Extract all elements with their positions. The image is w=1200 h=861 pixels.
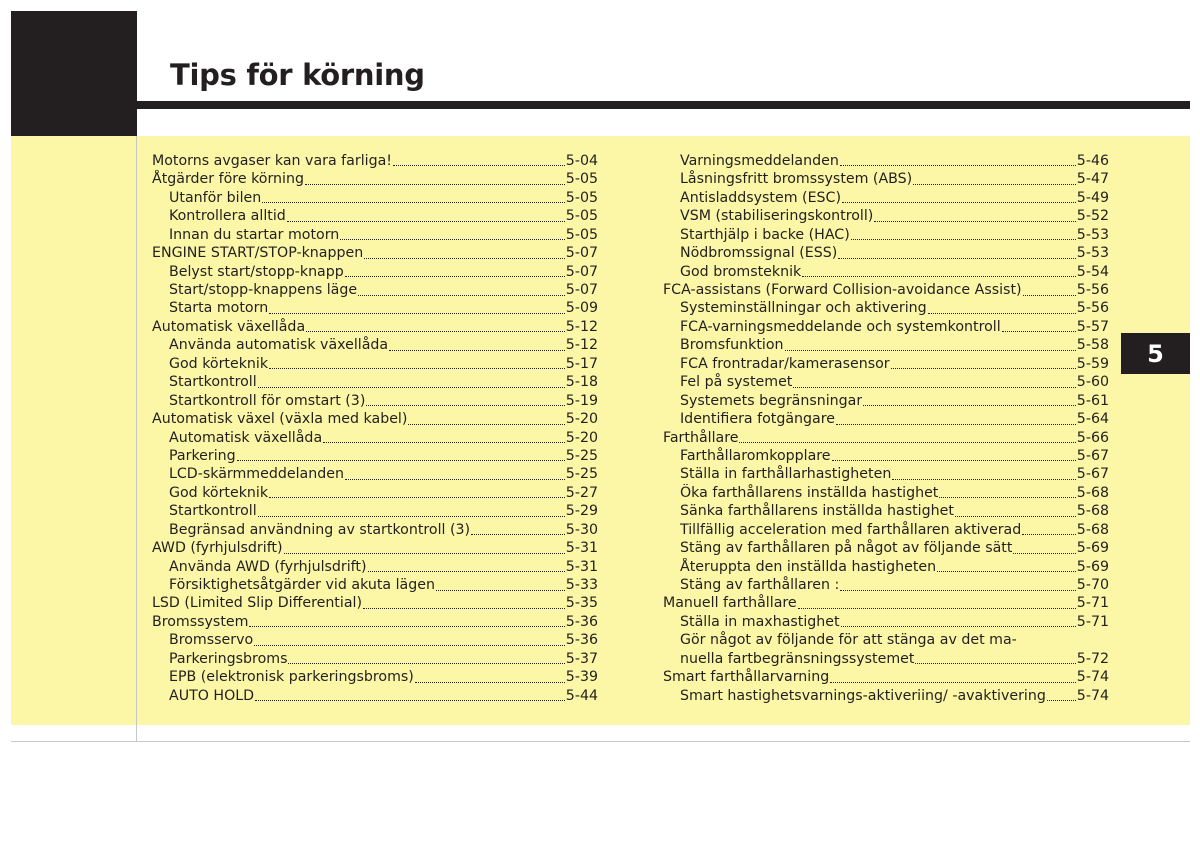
toc-entry-label: Smart hastighetsvarnings-aktiveriing/ -avaktivering — [680, 687, 1046, 704]
dot-leader — [1047, 700, 1076, 701]
toc-entry-label: Systeminställningar och aktivering — [680, 300, 927, 317]
toc-entry-label: Automatisk växellåda — [169, 429, 323, 446]
toc-entry-page: 5-54 — [1076, 263, 1109, 280]
toc-entry-page: 5-20 — [565, 411, 598, 428]
toc-left-column — [152, 152, 598, 705]
toc-entry-page: 5-61 — [1076, 392, 1109, 409]
toc-entry-label: Tillfällig acceleration med farthållaren aktiverad — [680, 521, 1022, 538]
toc-entry-page: 5-18 — [565, 374, 598, 391]
dot-leader — [340, 239, 565, 240]
toc-entry-label: FCA-varningsmeddelande och systemkontroll — [680, 318, 1001, 335]
toc-entry-page: 5-31 — [565, 558, 598, 575]
dot-leader — [739, 442, 1075, 443]
toc-entry[interactable] — [152, 484, 598, 502]
toc-entry-label: Nödbromssignal (ESS) — [680, 245, 838, 262]
toc-entry-page: 5-67 — [1076, 447, 1109, 464]
toc-entry-page: 5-66 — [1076, 429, 1109, 446]
toc-entry-page: 5-64 — [1076, 411, 1109, 428]
toc-entry-page: 5-27 — [565, 484, 598, 501]
toc-entry-page: 5-25 — [565, 447, 598, 464]
toc-entry-label: Automatisk växellåda — [152, 318, 306, 335]
toc-entry-page: 5-19 — [565, 392, 598, 409]
toc-entry-page: 5-70 — [1076, 577, 1109, 594]
toc-entry[interactable] — [152, 207, 598, 225]
toc-entry-page: 5-68 — [1076, 484, 1109, 501]
toc-entry-label: AWD (fyrhjulsdrift) — [152, 540, 283, 557]
toc-entry[interactable] — [152, 576, 598, 594]
toc-entry-page: 5-69 — [1076, 540, 1109, 557]
toc-entry[interactable] — [152, 465, 598, 483]
dot-leader — [323, 442, 565, 443]
dot-leader — [471, 534, 565, 535]
toc-entry-page: 5-68 — [1076, 503, 1109, 520]
toc-entry-page: 5-05 — [565, 171, 598, 188]
toc-entry[interactable] — [152, 650, 598, 668]
dot-leader — [269, 497, 565, 498]
toc-entry[interactable] — [663, 668, 1109, 686]
toc-entry[interactable] — [663, 226, 1109, 244]
toc-entry-label: God körteknik — [169, 355, 269, 372]
dot-leader — [363, 608, 565, 609]
toc-entry-page: 5-07 — [565, 245, 598, 262]
toc-entry[interactable] — [152, 595, 598, 613]
toc-entry-page: 5-56 — [1076, 282, 1109, 299]
dot-leader — [389, 350, 565, 351]
toc-entry[interactable] — [663, 613, 1109, 631]
toc-entry-page: 5-52 — [1076, 208, 1109, 225]
toc-entry[interactable] — [663, 244, 1109, 262]
toc-entry[interactable] — [152, 502, 598, 520]
toc-entry[interactable] — [152, 152, 598, 170]
toc-entry[interactable] — [663, 576, 1109, 594]
toc-entry-label: EPB (elektronisk parkeringsbroms) — [169, 669, 414, 686]
toc-entry-label: Farthållare — [663, 429, 739, 446]
toc-entry-page: 5-57 — [1076, 318, 1109, 335]
toc-entry-label: Ställa in farthållarhastigheten — [680, 466, 892, 483]
toc-entry-label: Manuell farthållare — [663, 595, 797, 612]
dot-leader — [1023, 295, 1076, 296]
toc-entry[interactable] — [152, 300, 598, 318]
dot-leader — [892, 479, 1075, 480]
toc-entry-label: Använda automatisk växellåda — [169, 337, 389, 354]
dot-leader — [258, 516, 565, 517]
toc-entry[interactable] — [152, 244, 598, 262]
toc-entry-label: Smart farthållarvarning — [663, 669, 830, 686]
toc-entry[interactable] — [663, 263, 1109, 281]
toc-entry-label: Parkering — [169, 447, 236, 464]
toc-entry-page: 5-20 — [565, 429, 598, 446]
dot-leader — [832, 460, 1076, 461]
toc-entry-label: ENGINE START/STOP-knappen — [152, 245, 364, 262]
toc-entry-page: 5-12 — [565, 337, 598, 354]
toc-entry[interactable] — [663, 392, 1109, 410]
toc-entry[interactable] — [152, 281, 598, 299]
dot-leader — [358, 295, 565, 296]
toc-entry-label: Sänka farthållarens inställda hastighet — [680, 503, 954, 520]
dot-leader — [436, 590, 565, 591]
dot-leader — [874, 221, 1075, 222]
toc-entry-page: 5-60 — [1076, 374, 1109, 391]
toc-entry-label: Ställa in maxhastighet — [680, 613, 840, 630]
toc-entry-page: 5-39 — [565, 669, 598, 686]
toc-entry-label: Starta motorn — [169, 300, 269, 317]
corner-block — [11, 11, 137, 136]
toc-entry[interactable] — [663, 170, 1109, 188]
dot-leader — [364, 258, 565, 259]
toc-entry-page: 5-12 — [565, 318, 598, 335]
dot-leader — [366, 405, 564, 406]
toc-entry-page: 5-07 — [565, 263, 598, 280]
dot-leader — [838, 258, 1076, 259]
dot-leader — [836, 424, 1076, 425]
bottom-divider — [11, 741, 1190, 742]
toc-entry-page: 5-05 — [565, 226, 598, 243]
dot-leader — [1022, 534, 1076, 535]
toc-entry-label: Startkontroll — [169, 503, 257, 520]
dot-leader — [305, 184, 565, 185]
toc-entry-label: nuella fartbegränsningssystemet — [680, 650, 915, 667]
toc-entry-label: Bromssystem — [152, 613, 249, 630]
dot-leader — [345, 479, 565, 480]
toc-entry-label: Startkontroll — [169, 374, 257, 391]
toc-entry[interactable] — [663, 336, 1109, 354]
toc-entry[interactable] — [152, 318, 598, 336]
toc-entry-page: 5-31 — [565, 540, 598, 557]
toc-entry-label: Parkeringsbroms — [169, 650, 288, 667]
toc-entry-label: Återuppta den inställda hastigheten — [680, 558, 937, 575]
toc-entry-label: AUTO HOLD — [169, 687, 255, 704]
toc-entry[interactable] — [663, 447, 1109, 465]
toc-entry[interactable] — [663, 631, 1109, 649]
toc-entry[interactable] — [152, 226, 598, 244]
toc-entry-label: Begränsad användning av startkontroll (3) — [169, 521, 471, 538]
toc-entry[interactable] — [663, 484, 1109, 502]
toc-entry-page: 5-72 — [1076, 650, 1109, 667]
dot-leader — [793, 387, 1075, 388]
dot-leader — [802, 276, 1076, 277]
toc-entry[interactable] — [663, 502, 1109, 520]
dot-leader — [415, 682, 565, 683]
dot-leader — [254, 645, 565, 646]
toc-entry-label: VSM (stabiliseringskontroll) — [680, 208, 874, 225]
dot-leader — [842, 202, 1076, 203]
toc-entry-page: 5-44 — [565, 687, 598, 704]
dot-leader — [1013, 553, 1075, 554]
toc-entry-page: 5-36 — [565, 613, 598, 630]
toc-entry[interactable] — [152, 170, 598, 188]
toc-entry-label: Stäng av farthållaren på något av följande sätt — [680, 540, 1013, 557]
toc-entry-label: Öka farthållarens inställda hastighet — [680, 484, 939, 501]
toc-entry-page: 5-59 — [1076, 355, 1109, 372]
dot-leader — [840, 165, 1076, 166]
toc-entry[interactable] — [663, 465, 1109, 483]
toc-entry[interactable] — [152, 668, 598, 686]
toc-entry-page: 5-35 — [565, 595, 598, 612]
toc-entry-page: 5-36 — [565, 632, 598, 649]
title-rule — [137, 101, 1190, 109]
toc-entry-label: LCD-skärmmeddelanden — [169, 466, 344, 483]
dot-leader — [393, 165, 565, 166]
toc-entry[interactable] — [663, 595, 1109, 613]
toc-entry[interactable] — [663, 152, 1109, 170]
toc-entry-label: Farthållaromkopplare — [680, 447, 831, 464]
toc-entry[interactable] — [152, 189, 598, 207]
dot-leader — [891, 368, 1076, 369]
dot-leader — [258, 387, 565, 388]
toc-entry-page: 5-74 — [1076, 669, 1109, 686]
dot-leader — [840, 590, 1076, 591]
dot-leader — [269, 313, 565, 314]
toc-entry-label: FCA frontradar/kamerasensor — [680, 355, 890, 372]
toc-entry-page: 5-37 — [565, 650, 598, 667]
toc-entry-page: 5-09 — [565, 300, 598, 317]
toc-entry-label: God bromsteknik — [680, 263, 802, 280]
toc-entry-label: Varningsmeddelanden — [680, 152, 839, 169]
toc-entry-page: 5-71 — [1076, 613, 1109, 630]
toc-entry-label: Använda AWD (fyrhjulsdrift) — [169, 558, 367, 575]
toc-entry[interactable] — [663, 558, 1109, 576]
toc-entry[interactable] — [663, 650, 1109, 668]
toc-entry-label: Bromsservo — [169, 632, 254, 649]
toc-entry[interactable] — [152, 447, 598, 465]
dot-leader — [288, 663, 564, 664]
toc-entry[interactable] — [663, 521, 1109, 539]
toc-entry-label: Stäng av farthållaren : — [680, 577, 840, 594]
toc-entry-label: Gör något av följande för att stänga av det ma- — [680, 632, 1017, 649]
toc-entry-page: 5-07 — [565, 282, 598, 299]
toc-entry-page: 5-69 — [1076, 558, 1109, 575]
toc-entry[interactable] — [152, 355, 598, 373]
dot-leader — [841, 626, 1076, 627]
toc-entry-label: FCA-assistans (Forward Collision-avoidance Assist) — [663, 282, 1022, 299]
toc-entry-page: 5-29 — [565, 503, 598, 520]
toc-entry-label: Startkontroll för omstart (3) — [169, 392, 366, 409]
toc-entry-page: 5-74 — [1076, 687, 1109, 704]
dot-leader — [237, 460, 565, 461]
toc-entry-page: 5-25 — [565, 466, 598, 483]
margin-divider — [136, 136, 137, 742]
toc-entry-label: Innan du startar motorn — [169, 226, 340, 243]
toc-entry[interactable] — [663, 429, 1109, 447]
dot-leader — [262, 202, 565, 203]
toc-entry[interactable] — [663, 300, 1109, 318]
dot-leader — [830, 682, 1076, 683]
toc-entry-label: Kontrollera alltid — [169, 208, 286, 225]
dot-leader — [306, 331, 565, 332]
toc-entry-label: Motorns avgaser kan vara farliga! — [152, 152, 392, 169]
toc-entry[interactable] — [663, 207, 1109, 225]
toc-entry-page: 5-17 — [565, 355, 598, 372]
toc-entry[interactable] — [663, 373, 1109, 391]
toc-entry-label: Åtgärder före körning — [152, 171, 304, 188]
dot-leader — [408, 424, 564, 425]
toc-entry[interactable] — [663, 189, 1109, 207]
toc-entry-page: 5-67 — [1076, 466, 1109, 483]
toc-entry-page: 5-05 — [565, 189, 598, 206]
toc-entry[interactable] — [152, 613, 598, 631]
toc-entry-label: LSD (Limited Slip Differential) — [152, 595, 362, 612]
dot-leader — [955, 516, 1076, 517]
toc-entry[interactable] — [152, 263, 598, 281]
toc-entry[interactable] — [152, 410, 598, 428]
chapter-tab[interactable]: 5 — [1121, 333, 1190, 374]
toc-entry-page: 5-46 — [1076, 152, 1109, 169]
dot-leader — [785, 350, 1076, 351]
dot-leader — [1002, 331, 1076, 332]
toc-entry-page: 5-58 — [1076, 337, 1109, 354]
toc-entry[interactable] — [152, 558, 598, 576]
toc-entry[interactable] — [663, 539, 1109, 557]
toc-entry-label: Systemets begränsningar — [680, 392, 863, 409]
toc-entry-page: 5-33 — [565, 577, 598, 594]
toc-entry-label: Bromsfunktion — [680, 337, 784, 354]
dot-leader — [928, 313, 1076, 314]
dot-leader — [851, 239, 1076, 240]
toc-entry-page: 5-30 — [565, 521, 598, 538]
toc-entry-page: 5-68 — [1076, 521, 1109, 538]
toc-entry[interactable] — [152, 521, 598, 539]
toc-entry-label: Utanför bilen — [169, 189, 262, 206]
toc-entry-page: 5-47 — [1076, 171, 1109, 188]
dot-leader — [915, 663, 1075, 664]
dot-leader — [863, 405, 1076, 406]
page-title: Tips för körning — [170, 58, 425, 92]
dot-leader — [939, 497, 1075, 498]
toc-entry-page: 5-56 — [1076, 300, 1109, 317]
toc-entry-label: Försiktighetsåtgärder vid akuta lägen — [169, 577, 435, 594]
toc-entry-label: Start/stopp-knappens läge — [169, 282, 358, 299]
toc-entry-page: 5-05 — [565, 208, 598, 225]
toc-entry[interactable] — [663, 355, 1109, 373]
toc-entry[interactable] — [152, 631, 598, 649]
toc-entry[interactable] — [152, 373, 598, 391]
toc-entry-label: Antisladdsystem (ESC) — [680, 189, 841, 206]
dot-leader — [269, 368, 565, 369]
toc-entry[interactable] — [663, 281, 1109, 299]
dot-leader — [913, 184, 1076, 185]
toc-entry[interactable] — [152, 687, 598, 705]
toc-entry[interactable] — [663, 410, 1109, 428]
toc-entry[interactable] — [152, 539, 598, 557]
toc-entry-label: Fel på systemet — [680, 374, 793, 391]
dot-leader — [284, 553, 565, 554]
toc-entry-label: Automatisk växel (växla med kabel) — [152, 411, 408, 428]
toc-entry[interactable] — [152, 336, 598, 354]
toc-entry[interactable] — [152, 429, 598, 447]
toc-entry-label: Identifiera fotgängare — [680, 411, 835, 428]
dot-leader — [255, 700, 565, 701]
toc-entry-label: Belyst start/stopp-knapp — [169, 263, 344, 280]
toc-entry-label: God körteknik — [169, 484, 269, 501]
toc-entry-label: Starthjälp i backe (HAC) — [680, 226, 850, 243]
toc-entry-page: 5-49 — [1076, 189, 1109, 206]
dot-leader — [937, 571, 1076, 572]
toc-entry[interactable] — [663, 318, 1109, 336]
toc-entry[interactable] — [663, 687, 1109, 705]
toc-entry-page: 5-53 — [1076, 226, 1109, 243]
toc-entry[interactable] — [152, 392, 598, 410]
toc-entry-page: 5-04 — [565, 152, 598, 169]
dot-leader — [798, 608, 1076, 609]
dot-leader — [368, 571, 565, 572]
dot-leader — [249, 626, 564, 627]
dot-leader — [345, 276, 565, 277]
toc-right-column — [663, 152, 1109, 705]
toc-entry-page: 5-53 — [1076, 245, 1109, 262]
toc-entry-label: Låsningsfritt bromssystem (ABS) — [680, 171, 913, 188]
toc-entry-page: 5-71 — [1076, 595, 1109, 612]
dot-leader — [287, 221, 565, 222]
